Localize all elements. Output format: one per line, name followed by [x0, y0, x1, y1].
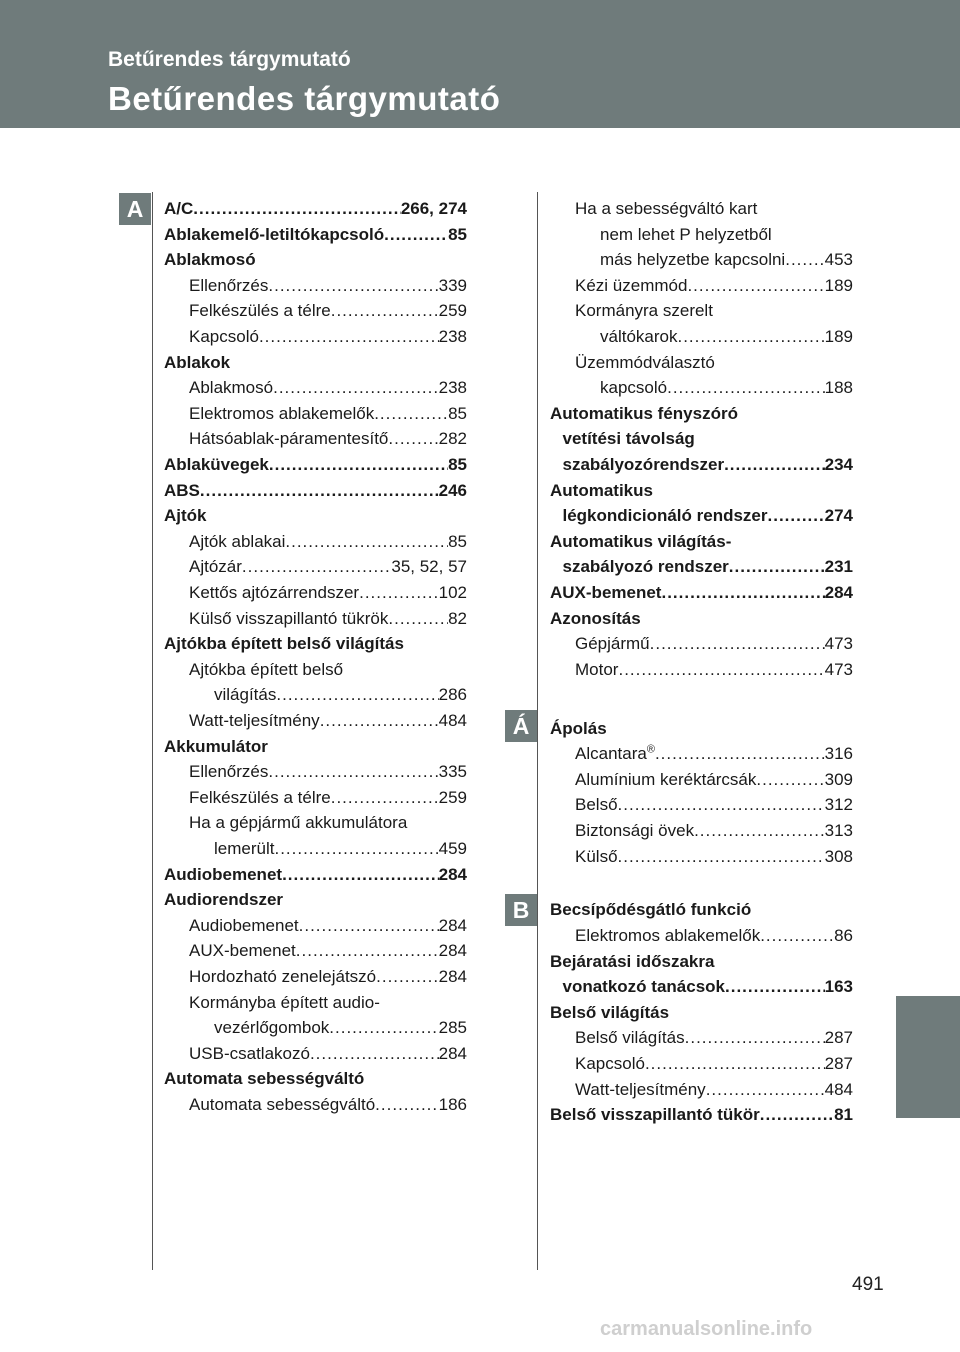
entry-page: 231: [824, 557, 853, 577]
entry-term: Ablakmosó: [164, 250, 256, 270]
entry-term: Akkumulátor: [164, 736, 268, 756]
index-entry: [189, 531, 467, 553]
entry-page: 85: [448, 403, 467, 423]
entry-term: Automatikus: [550, 480, 653, 500]
entry-page: 85: [448, 531, 467, 551]
dot-leader: [618, 794, 825, 816]
index-entry: [164, 736, 268, 758]
dot-leader: [376, 966, 439, 988]
index-entry: [189, 915, 467, 937]
dot-leader: [331, 787, 439, 809]
index-entry: [575, 743, 853, 765]
index-entry: [189, 608, 467, 630]
dot-leader: [268, 275, 438, 297]
entry-term: Audiobemenet: [164, 864, 283, 884]
header-band: [0, 0, 960, 128]
index-entry: [189, 1094, 467, 1116]
index-entry: [575, 659, 853, 681]
dot-leader: [331, 300, 439, 322]
entry-term: Ablaküvegek: [164, 455, 269, 474]
dot-leader: [268, 761, 438, 783]
index-entry: [563, 428, 695, 450]
dot-leader: [725, 976, 825, 998]
dot-leader: [729, 556, 825, 578]
entry-page: 284: [824, 583, 853, 602]
section-subtitle: Betűrendes tárgymutató: [108, 48, 351, 71]
entry-term: Gépjármű: [575, 634, 650, 654]
index-entry: [575, 1053, 853, 1075]
index-entry: [563, 505, 854, 527]
column-divider-left: [152, 192, 153, 1270]
entry-term: Ajtózár: [189, 557, 242, 577]
entry-page: 266, 274: [400, 199, 467, 218]
dot-leader: [388, 428, 438, 450]
index-entry: [575, 300, 713, 322]
entry-term: Külső visszapillantó tükrök: [189, 608, 389, 628]
entry-page: 234: [824, 455, 853, 474]
dot-leader: [650, 633, 825, 655]
dot-leader: [375, 1094, 438, 1116]
dot-leader: [320, 710, 439, 732]
dot-leader: [274, 838, 438, 860]
entry-term: Belső világítás: [550, 1002, 670, 1022]
index-entry: [600, 249, 853, 271]
entry-page: 246: [438, 480, 467, 500]
dot-leader: [359, 582, 439, 604]
watermark: carmanualsonline.info: [600, 1318, 813, 1340]
thumb-index-tab: [896, 996, 960, 1118]
dot-leader: [259, 326, 439, 348]
entry-page: 274: [824, 506, 853, 526]
dot-leader: [200, 480, 439, 502]
dot-leader: [618, 846, 825, 868]
entry-page: 284: [438, 1043, 467, 1063]
entry-page: 484: [438, 711, 467, 730]
entry-term: Audiobemenet: [189, 915, 299, 935]
dot-leader: [706, 1079, 825, 1101]
entry-term: AUX-bemenet: [550, 583, 662, 602]
index-entry: [164, 864, 467, 886]
index-entry: [550, 1002, 669, 1024]
entry-term: Ellenőrzés: [189, 275, 269, 295]
index-entry: [575, 846, 853, 868]
index-entry: [575, 820, 853, 842]
index-entry: [563, 556, 854, 578]
entry-term: Watt-teljesítmény: [189, 711, 320, 730]
index-entry: [563, 976, 854, 998]
entry-term: Külső: [575, 846, 618, 866]
entry-page: 102: [438, 583, 467, 602]
entry-term: szabályozórendszer: [562, 455, 725, 474]
dot-leader: [760, 925, 834, 947]
index-entry: [164, 249, 256, 271]
entry-term: Alcantara®: [575, 743, 655, 764]
dot-leader: [384, 224, 448, 246]
entry-term: Ajtók ablakai: [189, 531, 286, 551]
entry-term: Üzemmódválasztó: [575, 352, 715, 372]
entry-term: Azonosítás: [550, 608, 641, 628]
index-entry: [550, 1104, 853, 1126]
entry-term: A/C: [164, 199, 194, 218]
letter-badge-a-acute: Á: [505, 710, 537, 742]
entry-term: Hátsóablak-páramentesítő: [189, 429, 389, 449]
index-entry: [164, 224, 467, 246]
entry-term: más helyzetbe kapcsolni: [600, 250, 786, 270]
entry-term: Biztonsági övek: [575, 821, 695, 841]
index-entry: [189, 300, 467, 322]
entry-term: vonatkozó tanácsok: [562, 977, 725, 997]
index-entry: [164, 633, 404, 655]
entry-page: 335: [438, 762, 467, 782]
dot-leader: [329, 1017, 438, 1039]
index-entry: [189, 582, 467, 604]
entry-page: 459: [438, 839, 467, 858]
index-entry: [575, 633, 853, 655]
entry-term: Ablakemelő-letiltókapcsoló: [164, 224, 385, 244]
entry-page: 238: [438, 327, 467, 346]
dot-leader: [618, 659, 824, 681]
index-entry: [575, 352, 715, 374]
entry-page: 35, 52, 57: [391, 557, 467, 577]
entry-term: Ha a gépjármű akkumulátora: [189, 813, 408, 833]
dot-leader: [687, 275, 824, 297]
entry-term: lemerült: [214, 839, 275, 858]
entry-page: 316: [824, 744, 853, 764]
entry-page: 259: [438, 301, 467, 321]
index-entry: [189, 787, 467, 809]
index-entry: [189, 428, 467, 450]
index-entry: [550, 531, 731, 553]
entry-page: 287: [824, 1054, 853, 1074]
index-entry: [189, 1043, 467, 1065]
index-entry: [164, 198, 467, 220]
index-entry: [189, 966, 467, 988]
entry-term: Kapcsoló: [189, 327, 259, 346]
entry-term: Felkészülés a télre: [189, 301, 331, 321]
index-entry: [189, 659, 343, 681]
entry-term: Kettős ajtózárrendszer: [189, 583, 360, 602]
entry-term: Elektromos ablakemelők: [189, 403, 375, 423]
entry-page: 287: [824, 1028, 853, 1048]
entry-page: 313: [824, 821, 853, 841]
dot-leader: [374, 403, 448, 425]
entry-page: 284: [438, 864, 467, 884]
entry-term: Automata sebességváltó: [164, 1069, 365, 1089]
dot-leader: [694, 820, 825, 842]
index-entry: [164, 889, 283, 911]
index-entry: [164, 505, 207, 527]
entry-page: 85: [448, 224, 467, 244]
index-entry: [189, 761, 467, 783]
dot-leader: [310, 1043, 439, 1065]
entry-term: AUX-bemenet: [189, 941, 296, 961]
letter-badge-b: B: [505, 894, 537, 926]
entry-term: Ellenőrzés: [189, 762, 269, 782]
index-entry: [563, 454, 854, 476]
entry-term: Elektromos ablakemelők: [575, 926, 761, 946]
dot-leader: [685, 1027, 825, 1049]
entry-page: 259: [438, 787, 467, 807]
entry-page: 282: [438, 429, 467, 449]
index-entry: [189, 992, 380, 1014]
entry-term: vezérlőgombok: [214, 1018, 330, 1038]
entry-page: 284: [438, 941, 467, 961]
index-entry: [575, 925, 853, 947]
index-entry: [550, 608, 641, 630]
entry-term: Becsípődésgátló funkció: [550, 900, 752, 920]
index-entry: [214, 1017, 467, 1039]
index-entry: [189, 940, 467, 962]
index-entry: [550, 951, 714, 973]
dot-leader: [299, 915, 439, 937]
dot-leader: [785, 249, 824, 271]
dot-leader: [276, 684, 438, 706]
entry-page: 238: [438, 378, 467, 398]
entry-page: 312: [824, 795, 853, 815]
index-entry: [164, 1068, 364, 1090]
index-entry: [575, 275, 853, 297]
entry-page: 286: [438, 685, 467, 705]
dot-leader: [661, 582, 824, 604]
entry-page: 484: [824, 1079, 853, 1099]
entry-term: Audiorendszer: [164, 890, 284, 910]
entry-page: 285: [438, 1018, 467, 1038]
entry-term: váltókarok: [600, 327, 678, 346]
entry-term: Felkészülés a télre: [189, 787, 331, 807]
dot-leader: [285, 531, 448, 553]
entry-term: Ajtók: [164, 506, 207, 526]
dot-leader: [269, 454, 448, 476]
index-entry: [575, 1027, 853, 1049]
index-entry: [214, 684, 467, 706]
entry-page: 186: [438, 1095, 467, 1114]
index-entry: [189, 377, 467, 399]
entry-page: 473: [824, 659, 853, 679]
entry-page: 284: [438, 967, 467, 986]
dot-leader: [667, 377, 825, 399]
entry-page: 82: [448, 608, 467, 628]
entry-term: Motor: [575, 659, 619, 679]
entry-term: Alumínium keréktárcsák: [575, 769, 757, 789]
registered-mark: ®: [646, 743, 655, 756]
column-divider-right: [537, 192, 538, 1270]
index-entry: [575, 1079, 853, 1101]
entry-term: légkondicionáló rendszer: [562, 506, 768, 526]
entry-term: ABS: [164, 480, 200, 500]
dot-leader: [677, 326, 824, 348]
index-entry: [600, 224, 772, 246]
entry-page: 473: [824, 634, 853, 654]
index-entry: [164, 352, 230, 374]
dot-leader: [724, 454, 825, 476]
dot-leader: [655, 743, 825, 765]
dot-leader: [760, 1104, 834, 1126]
dot-leader: [282, 864, 439, 886]
entry-page: 309: [824, 769, 853, 789]
page-number: 491: [852, 1274, 884, 1295]
entry-term: Kormányba épített audio-: [189, 992, 380, 1012]
entry-page: 308: [824, 846, 853, 866]
index-entry: [550, 899, 751, 921]
index-entry: [214, 838, 467, 860]
entry-page: 86: [834, 926, 853, 946]
page-title: Betűrendes tárgymutató: [108, 80, 501, 117]
entry-term: Kézi üzemmód: [575, 275, 688, 295]
dot-leader: [756, 769, 824, 791]
dot-leader: [296, 940, 439, 962]
dot-leader: [645, 1053, 825, 1075]
letter-badge-a: A: [119, 193, 151, 225]
entry-term: Belső: [575, 795, 618, 815]
entry-term: Watt-teljesítmény: [575, 1079, 706, 1099]
entry-page: 284: [438, 915, 467, 935]
entry-page: 163: [824, 977, 853, 997]
entry-page: 189: [824, 327, 853, 346]
entry-term: Bejáratási időszakra: [550, 951, 715, 971]
entry-term: Belső visszapillantó tükör: [550, 1105, 760, 1125]
entry-term: Kormányra szerelt: [575, 301, 713, 321]
index-entry: [164, 480, 467, 502]
entry-term: Ajtókba épített belső világítás: [164, 634, 404, 654]
entry-page: 85: [448, 455, 467, 474]
index-entry: [189, 275, 467, 297]
entry-term: Belső világítás: [575, 1028, 685, 1048]
entry-term: Automata sebességváltó: [189, 1095, 376, 1114]
entry-term: nem lehet P helyzetből: [600, 224, 772, 244]
dot-leader: [273, 377, 439, 399]
dot-leader: [388, 608, 448, 630]
entry-term: Ajtókba épített belső: [189, 659, 344, 679]
entry-page: 339: [438, 275, 467, 295]
entry-term: USB-csatlakozó: [189, 1043, 310, 1063]
entry-page: 188: [824, 378, 853, 398]
entry-term: Kapcsoló: [575, 1054, 645, 1074]
index-entry: [575, 198, 757, 220]
index-entry: [550, 480, 653, 502]
index-entry: [550, 582, 853, 604]
index-entry: [189, 326, 467, 348]
index-entry: [189, 710, 467, 732]
entry-page: 81: [834, 1105, 853, 1125]
index-entry: [550, 718, 607, 740]
entry-term: világítás: [214, 685, 277, 705]
index-entry: [164, 454, 467, 476]
entry-term: vetítési távolság: [562, 429, 695, 449]
index-entry: [600, 326, 853, 348]
index-entry: [189, 812, 407, 834]
index-entry: [600, 377, 853, 399]
entry-term: Hordozható zenelejátszó: [189, 967, 377, 986]
entry-term: Ápolás: [550, 718, 607, 738]
dot-leader: [193, 198, 401, 220]
index-entry: [189, 403, 467, 425]
dot-leader: [768, 505, 825, 527]
entry-page: 189: [824, 275, 853, 295]
entry-term: Automatikus világítás-: [550, 531, 732, 551]
entry-term: szabályozó rendszer: [562, 557, 729, 577]
entry-term: kapcsoló: [600, 378, 668, 398]
index-entry: [550, 403, 738, 425]
entry-term: Ablakok: [164, 352, 231, 372]
entry-term: Ablakmosó: [189, 378, 274, 398]
dot-leader: [242, 556, 391, 578]
entry-term: Automatikus fényszóró: [550, 403, 738, 423]
index-entry: [575, 794, 853, 816]
index-entry: [575, 769, 853, 791]
index-entry: [189, 556, 467, 578]
entry-term: Ha a sebességváltó kart: [575, 199, 758, 218]
entry-page: 453: [824, 250, 853, 270]
